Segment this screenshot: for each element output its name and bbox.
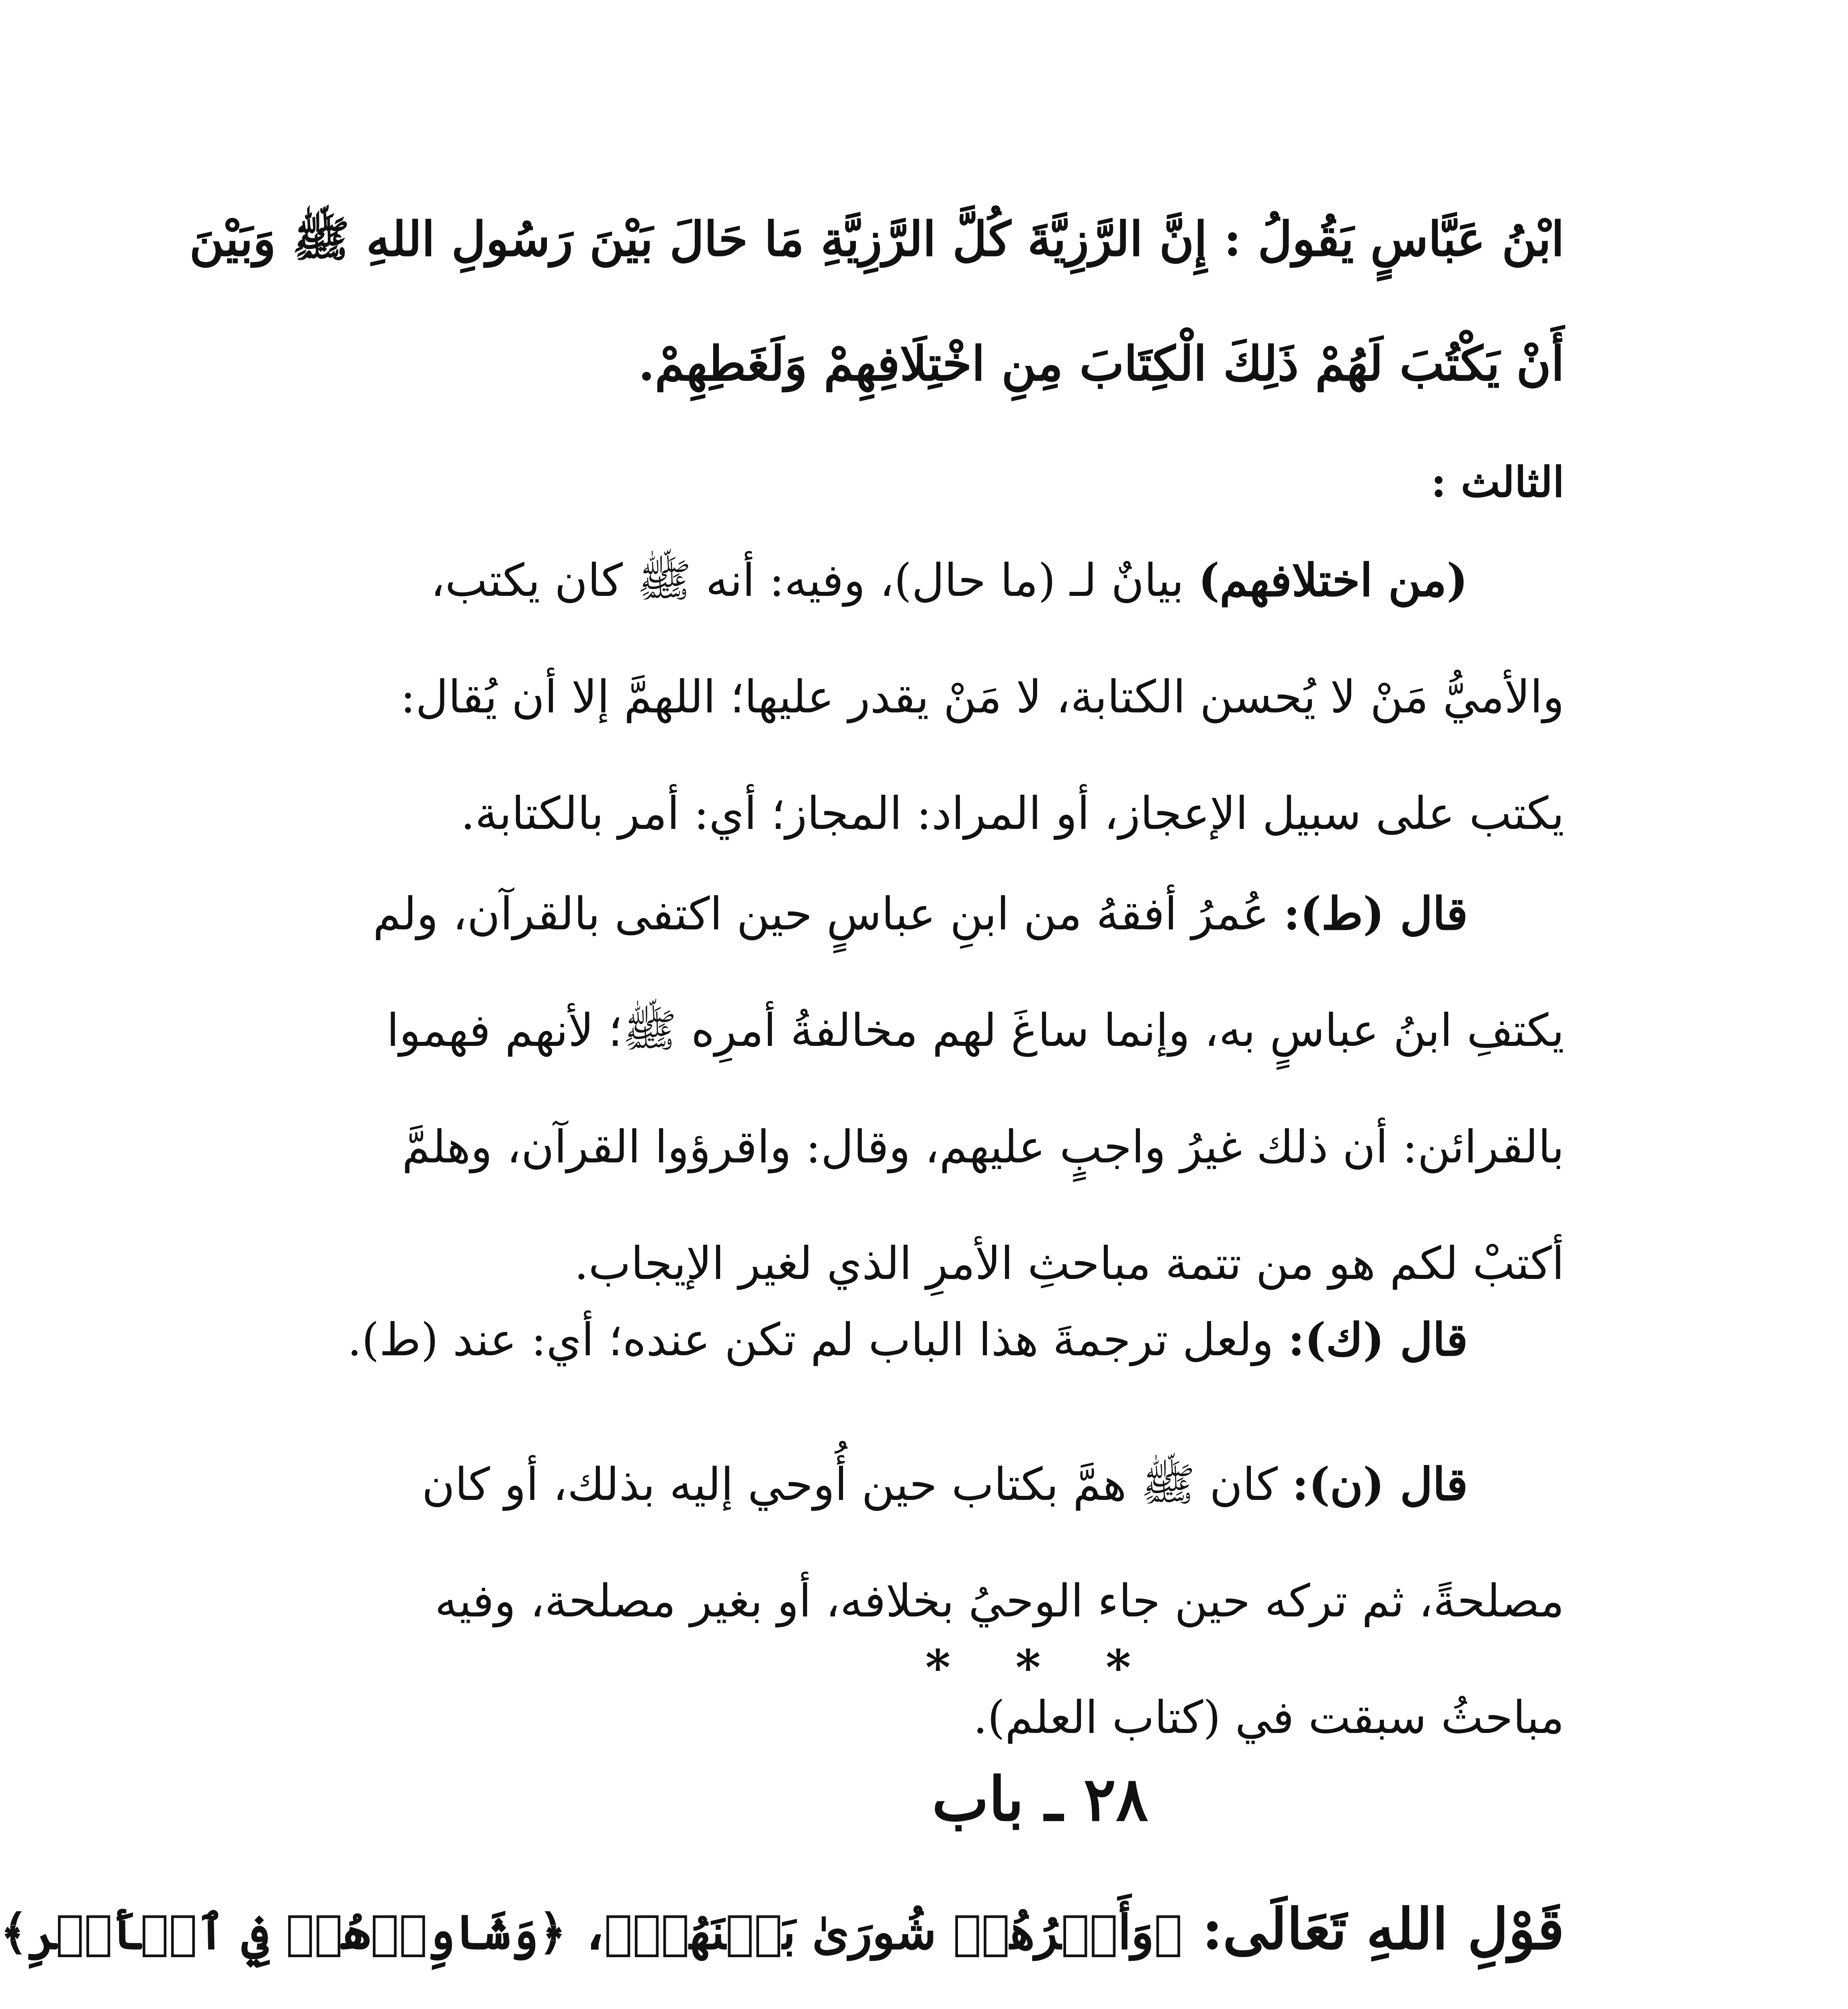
commentary-paragraph-3: [347, 1282, 1564, 1398]
paragraph-line: بالقرائن: أن ذلك غيرُ واجبٍ عليهم، وقال: واقرؤوا القرآن، وهلمَّ: [402, 1121, 1564, 1173]
paragraph-line: مصلحةً، ثم تركه حين جاء الوحيُ بخلافه، أو بغير مصلحة، وفيه: [435, 1575, 1564, 1627]
paragraph-line: [422, 1426, 1564, 1543]
paragraph-line: مباحثُ سبقت في (كتاب العلم).: [973, 1692, 1564, 1744]
line-text: بيانٌ لـ (ما حال)، وفيه: أنه ﷺ كان يكتب،: [430, 554, 1199, 607]
quran-verse: ﴿وَشَاوِرۡهُمۡ فِي ٱلۡأَمۡرِ﴾: [0, 1904, 567, 1960]
verse-separator: ،: [566, 1896, 604, 1962]
commentary-paragraph-4: [422, 1426, 1564, 1776]
lead-term: قال (ط):: [1283, 888, 1468, 940]
paragraph-line: يكتفِ ابنُ عباسٍ به، وإنما ساغَ لهم مخالفةُ أمرِه ﷺ؛ لأنهم فهموا: [387, 1004, 1564, 1057]
hadith-line: ابْنُ عَبَّاسٍ يَقُولُ : إِنَّ الرَّزِيَّةَ كُلَّ الرَّزِيَّةِ مَا حَالَ بَيْنَ رَسُولِ اللهِ ﷺ وَبَيْنَ: [189, 211, 1564, 267]
lead-term: قال (ك):: [1288, 1313, 1468, 1366]
lead-term: (من اختلافهم): [1198, 554, 1468, 607]
commentary-paragraph-1: [400, 522, 1564, 872]
chapter-title-prefix: قَوْلِ اللهِ تَعَالَى:: [1202, 1896, 1564, 1962]
hadith-text: [189, 177, 1564, 426]
line-text: عُمرُ أفقهُ من ابنِ عباسٍ حين اكتفى بالقرآن، ولم: [372, 888, 1284, 940]
chapter-number: ٢٨ ـ باب: [932, 1764, 1148, 1835]
paragraph-line: [430, 522, 1564, 639]
commentary-paragraph-2: [372, 856, 1564, 1322]
paragraph-line: يكتب على سبيل الإعجاز، أو المراد: المجاز؛ أي: أمر بالكتابة.: [460, 788, 1564, 840]
paragraph-line: [372, 856, 1564, 972]
paragraph-line: والأميُّ مَنْ لا يُحسن الكتابة، لا مَنْ يقدر عليها؛ اللهمَّ إلا أن يُقال:: [400, 671, 1564, 723]
hadith-line: أَنْ يَكْتُبَ لَهُمْ ذَلِكَ الْكِتَابَ مِنِ اخْتِلَافِهِمْ وَلَغَطِهِمْ.: [638, 336, 1564, 391]
lead-term: قال (ن):: [1292, 1458, 1468, 1511]
section-separator: * * *: [925, 1639, 1155, 1696]
chapter-title: [0, 1896, 1564, 1962]
quran-verse: ﴿وَأَمۡرُهُمۡ شُورَىٰ بَيۡنَهُمۡ﴾: [604, 1904, 1183, 1960]
line-text: ولعل ترجمةَ هذا الباب لم تكن عنده؛ أي: عند (ط).: [347, 1314, 1288, 1366]
paragraph-line: [347, 1282, 1564, 1398]
paragraph-line: أكتبْ لكم هو من تتمة مباحثِ الأمرِ الذي لغير الإيجاب.: [574, 1238, 1564, 1290]
section-label: الثالث :: [1431, 457, 1564, 507]
line-text: كان ﷺ همَّ بكتاب حين أُوحي إليه بذلك، أو كان: [422, 1459, 1292, 1511]
